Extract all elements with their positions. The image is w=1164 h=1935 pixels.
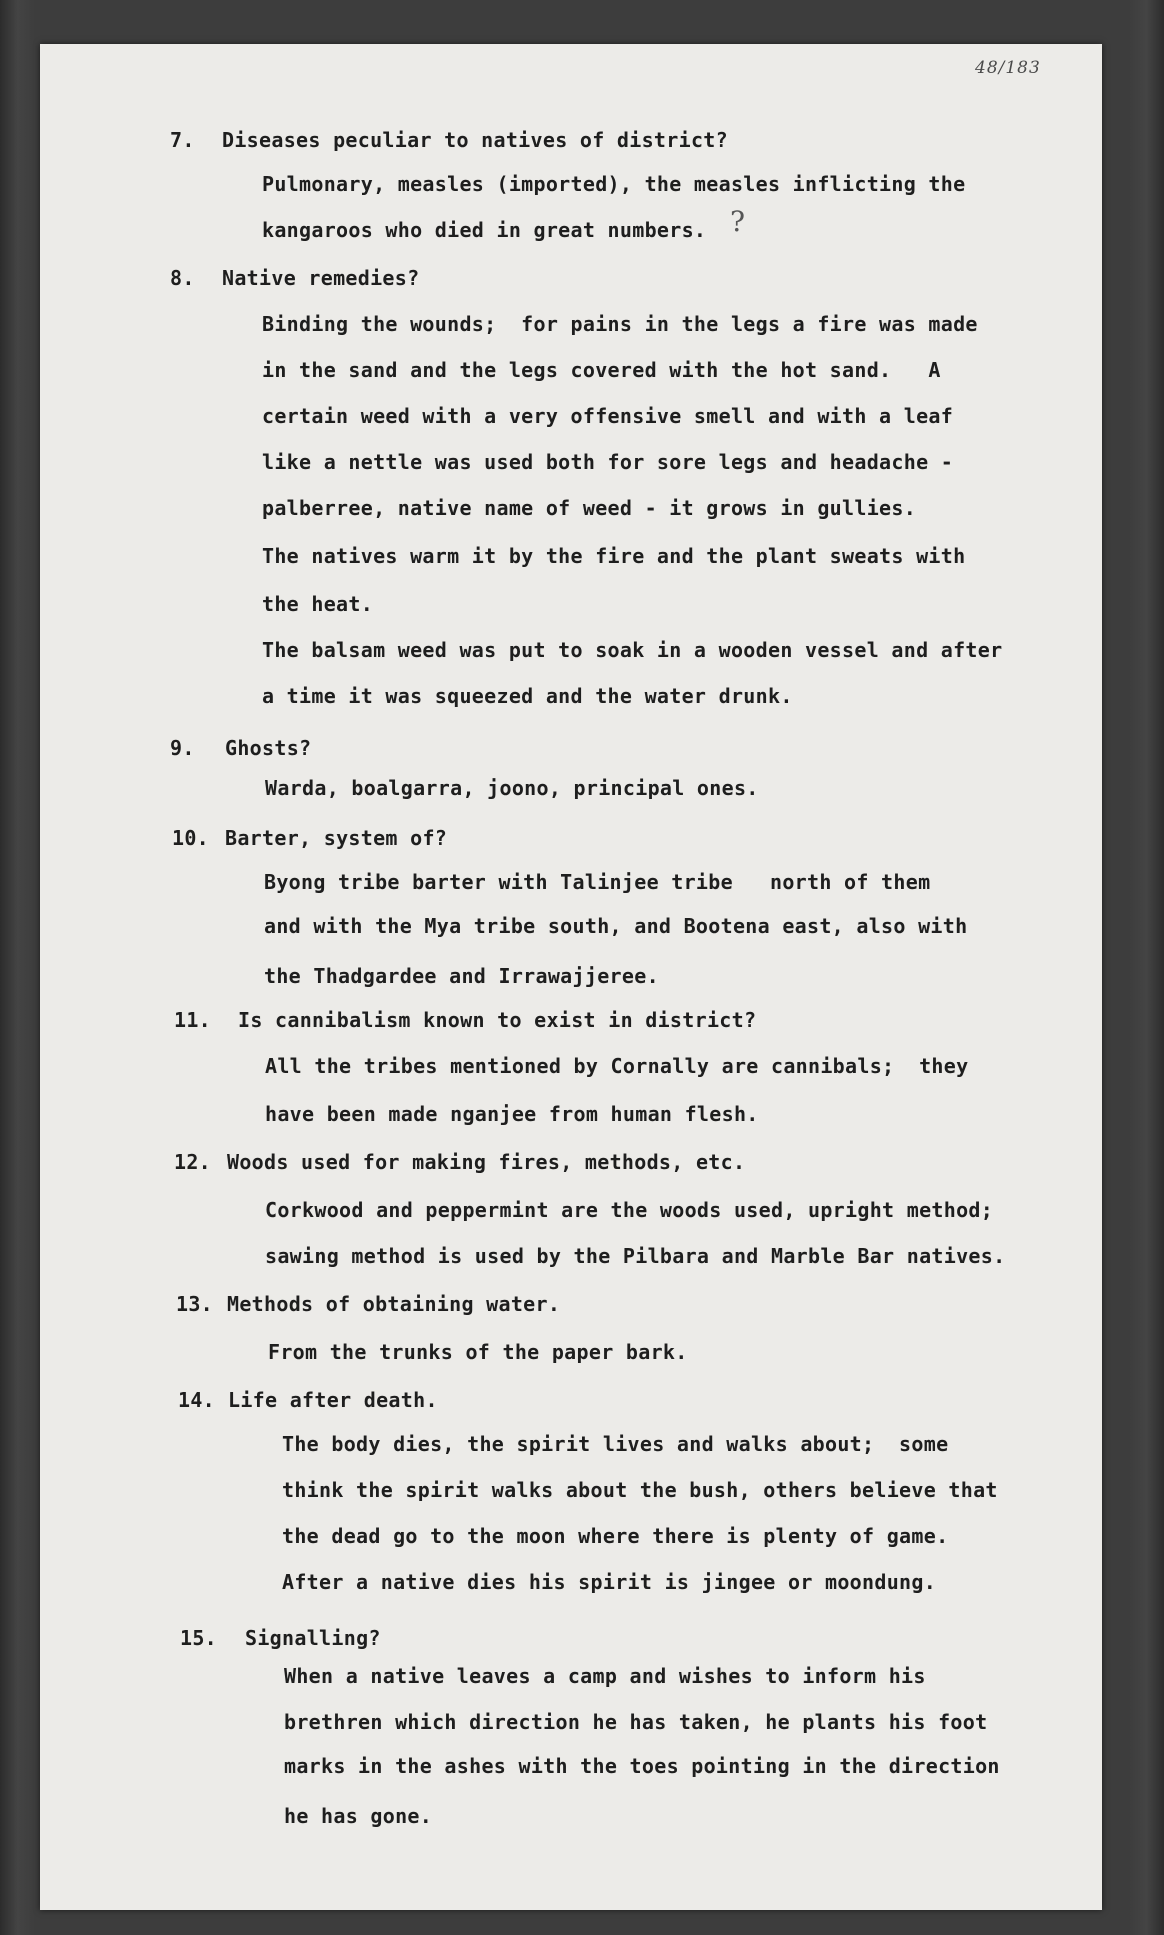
answer-line: and with the Mya tribe south, and Bootena east, also with bbox=[264, 914, 968, 938]
answer-line: think the spirit walks about the bush, others believe that bbox=[282, 1478, 998, 1502]
question-text: Diseases peculiar to natives of district? bbox=[222, 128, 728, 152]
question-number: 8. bbox=[170, 266, 195, 290]
answer-line: Pulmonary, measles (imported), the measles inflicting the bbox=[262, 172, 966, 196]
answer-line: like a nettle was used both for sore legs and headache - bbox=[262, 450, 954, 474]
answer-line: have been made nganjee from human flesh. bbox=[265, 1102, 759, 1126]
answer-line: The balsam weed was put to soak in a wooden vessel and after bbox=[262, 638, 1003, 662]
answer-line: kangaroos who died in great numbers. bbox=[262, 218, 707, 242]
answer-line: the Thadgardee and Irrawajjeree. bbox=[264, 964, 659, 988]
answer-line: When a native leaves a camp and wishes to inform his bbox=[284, 1664, 926, 1688]
answer-line: in the sand and the legs covered with the hot sand. A bbox=[262, 358, 941, 382]
question-text: Woods used for making fires, methods, etc. bbox=[227, 1150, 746, 1174]
answer-line: The body dies, the spirit lives and walks about; some bbox=[282, 1432, 949, 1456]
answer-line: The natives warm it by the fire and the plant sweats with bbox=[262, 544, 966, 568]
question-number: 13. bbox=[176, 1292, 214, 1316]
question-text: Methods of obtaining water. bbox=[227, 1292, 561, 1316]
answer-line: After a native dies his spirit is jingee or moondung. bbox=[282, 1570, 937, 1594]
question-number: 9. bbox=[170, 736, 195, 760]
answer-line: Binding the wounds; for pains in the legs a fire was made bbox=[262, 312, 978, 336]
answer-line: From the trunks of the paper bark. bbox=[268, 1340, 688, 1364]
question-number: 12. bbox=[174, 1150, 212, 1174]
answer-line: Byong tribe barter with Talinjee tribe north of them bbox=[264, 870, 931, 894]
answer-line: marks in the ashes with the toes pointing in the direction bbox=[284, 1754, 1000, 1778]
question-text: Native remedies? bbox=[222, 266, 420, 290]
question-text: Ghosts? bbox=[225, 736, 312, 760]
answer-line: he has gone. bbox=[284, 1804, 433, 1828]
answer-line: sawing method is used by the Pilbara and Marble Bar natives. bbox=[265, 1244, 1006, 1268]
question-number: 7. bbox=[170, 128, 195, 152]
question-number: 11. bbox=[174, 1008, 212, 1032]
answer-line: All the tribes mentioned by Cornally are cannibals; they bbox=[265, 1054, 969, 1078]
answer-line: certain weed with a very offensive smell and with a leaf bbox=[262, 404, 954, 428]
answer-line: brethren which direction he has taken, he plants his foot bbox=[284, 1710, 988, 1734]
answer-line: the dead go to the moon where there is plenty of game. bbox=[282, 1524, 949, 1548]
question-text: Is cannibalism known to exist in district? bbox=[238, 1008, 757, 1032]
question-text: Life after death. bbox=[228, 1388, 438, 1412]
answer-line: palberree, native name of weed - it grows in gullies. bbox=[262, 496, 917, 520]
question-number: 15. bbox=[180, 1626, 218, 1650]
question-number: 14. bbox=[178, 1388, 216, 1412]
question-text: Barter, system of? bbox=[225, 826, 448, 850]
answer-line: a time it was squeezed and the water drunk. bbox=[262, 684, 793, 708]
answer-line: Corkwood and peppermint are the woods used, upright method; bbox=[265, 1198, 994, 1222]
question-number: 10. bbox=[172, 826, 210, 850]
folio-number: 48/183 bbox=[975, 58, 1041, 78]
pencil-annotation: ? bbox=[730, 205, 746, 238]
answer-line: the heat. bbox=[262, 592, 374, 616]
question-text: Signalling? bbox=[245, 1626, 381, 1650]
answer-line: Warda, boalgarra, joono, principal ones. bbox=[265, 776, 759, 800]
